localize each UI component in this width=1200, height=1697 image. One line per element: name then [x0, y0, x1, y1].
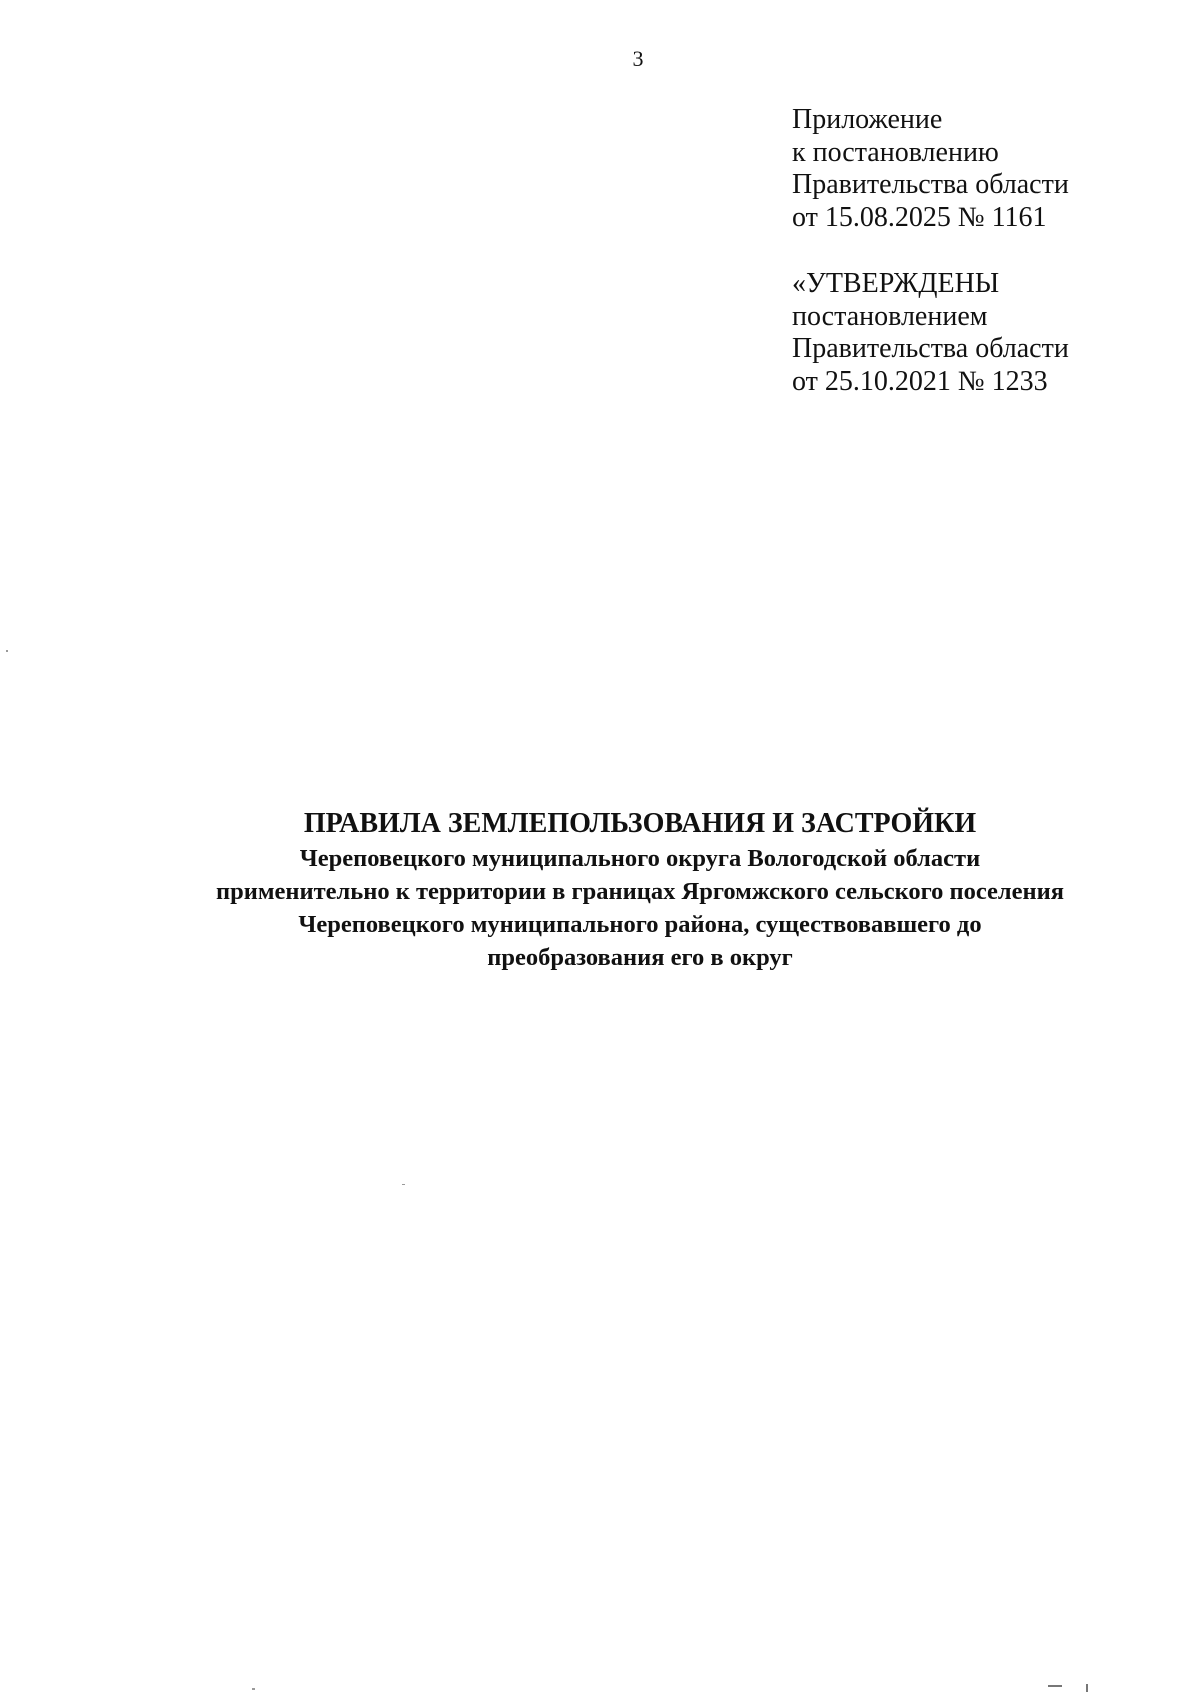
scan-artifact: [402, 1184, 405, 1185]
document-subtitle: [0, 842, 1200, 974]
scan-artifact: [6, 650, 8, 652]
scan-artifact: [1048, 1685, 1062, 1687]
subtitle-line: преобразования его в округ: [487, 944, 793, 971]
scan-artifact: [1086, 1684, 1088, 1692]
approval-stamp-text: [792, 268, 1069, 398]
appendix-line: Правительства области: [792, 169, 1069, 200]
subtitle-line: Череповецкого муниципального округа Вологодской области: [299, 845, 981, 872]
scan-artifact: [252, 1688, 255, 1690]
document-title-block: [0, 806, 1200, 974]
subtitle-line: применительно к территории в границах Яргомжского сельского поселения: [215, 878, 1065, 905]
approved-line: «УТВЕРЖДЕНЫ: [792, 268, 1000, 299]
document-title: ПРАВИЛА ЗЕМЛЕПОЛЬЗОВАНИЯ И ЗАСТРОЙКИ: [303, 808, 977, 839]
subtitle-line: Череповецкого муниципального района, существовавшего до: [298, 911, 982, 938]
appendix-line: от 15.08.2025 № 1161: [792, 201, 1047, 233]
approved-line: от 25.10.2021 № 1233: [792, 365, 1048, 397]
appendix-reference: [792, 104, 1069, 234]
appendix-line: к постановлению: [792, 136, 999, 168]
approved-line: постановлением: [792, 300, 988, 332]
approved-line: Правительства области: [792, 333, 1069, 364]
appendix-line: Приложение: [792, 104, 943, 135]
page-number: 3: [632, 46, 644, 71]
